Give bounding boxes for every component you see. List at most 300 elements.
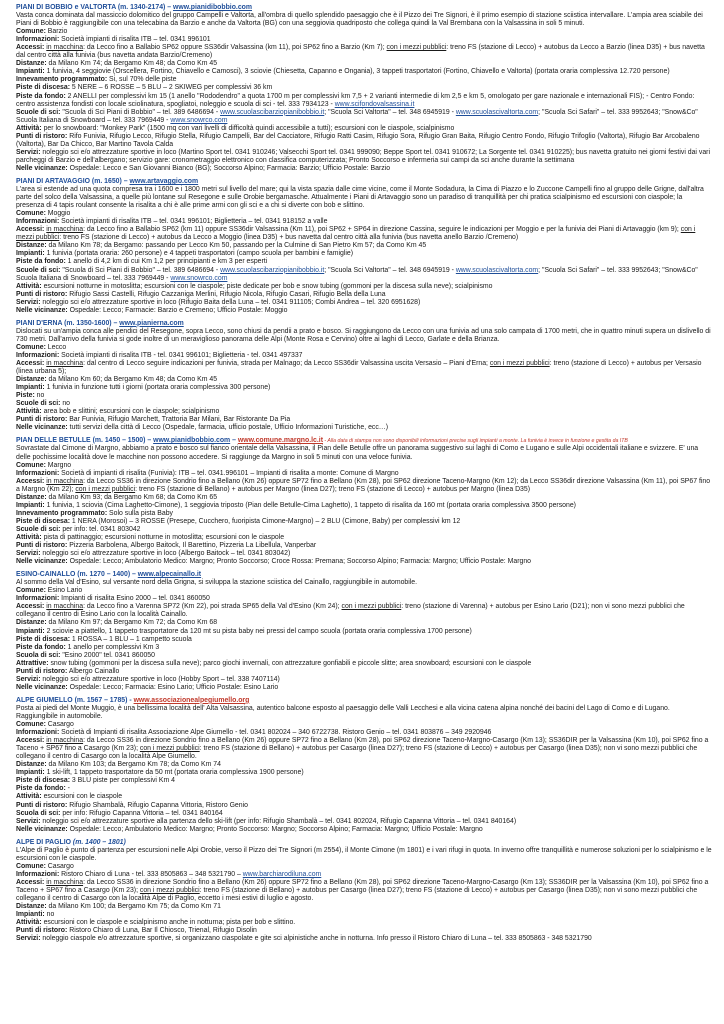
row-informazioni — [16, 729, 712, 737]
row-punti-ristoro — [16, 133, 712, 149]
row-value: : da Lecco fino a Varenna SP72 (Km 22), poi strada SP65 della Val d'Esino (Km 24); — [83, 603, 342, 611]
website-link[interactable]: www.snowrco.com — [170, 116, 228, 124]
row-scuola-sci — [16, 652, 712, 660]
row-label: Impianti: — [16, 769, 45, 777]
row-label: Impianti: — [16, 250, 45, 258]
row-value: Rifugio Sassi Castelli, Rifugio Cazzaniga Merlini, Rifugio Nicola, Rifugio Casari, Rifugio Bella della Luna — [67, 290, 386, 298]
row-value-2: : treno FS (stazione di Lecco) + autobus da Lecco a Moggio (linea D35) + bus navetta dal centro città alla funivia (bus navetta anello Barzio /Cremeno) — [59, 234, 519, 242]
intro-text: L'area si estende ad una quota compresa tra i 1600 e i 1800 metri sul livello del mare; qui la vista spazia dalle cime vicine, come il Monte Sodadura, la Cima di Piazzo e lo Zuccone Campelli fino al gruppo delle Grigne, dall'altra parte del solco della Valsassina, a quelle più lontane sul Resegone e sulle Orobie bergamasche. Attualmente i Piani di Artavaggio sono un paradiso di tranquillità per chi pratica scialpinismo ed escursioni con ciaspole; la presenza di 4 tapis roulant consente la risalita a chi è alle prime armi con gli sci e a chi si diverte con bob e slittino. — [16, 186, 704, 210]
row-label: Impianti: — [16, 627, 45, 635]
row-label: Piste: — [16, 392, 35, 400]
row-label: Piste da fondo: — [16, 92, 66, 100]
row-label: Comune: — [16, 721, 46, 729]
row-value: 1 ROSSA – 1 BLU – 1 campetto scuola — [70, 635, 192, 643]
row-label: Accessi: — [16, 878, 45, 886]
section-alpe-di-paglio — [16, 839, 712, 944]
row-value: escursioni con le ciaspole e scialpinismo anche in notturna; pista per bob e slittino. — [41, 919, 296, 927]
row-value: escursioni con le ciaspole — [41, 793, 123, 801]
row-value: Ospedale: Lecco; Ambulatorio Medico: Margno; Pronto Soccorso; Croce Rossa: Premana; Soccorso Alpino; Farmacia: Margno; Ufficio Postale: Margno — [67, 558, 531, 566]
row-punti-ristoro — [16, 291, 712, 299]
title-text: PIANI DI ARTAVAGGIO — [16, 177, 91, 185]
row-value: Margno — [45, 461, 72, 469]
row-label: Distanze: — [16, 619, 47, 627]
intro-text: L'Alpe di Paglio è punto di partenza per escursioni nelle Alpi Orobie, verso il Pizzo dei Tre Signori (m 2554), il Monte Cimone (m 1801) e i vari rifugi in quota. In inverno offre tranquillità e numerose soluzioni per lo scialpinismo e le escursioni con le ciaspole. — [16, 846, 712, 862]
title-meta: (m. 1650) – — [90, 177, 130, 185]
row-piste-fondo — [16, 258, 712, 266]
row-label: Punti di ristoro: — [16, 927, 68, 935]
row-label: Distanze: — [16, 376, 47, 384]
row-label: Comune: — [16, 862, 46, 870]
row-attivita — [16, 125, 712, 133]
website-link[interactable]: www.scifondovalsassina.it — [334, 100, 415, 108]
row-value: 2 sciovie a piattello, 1 tappeto trasportatore da 120 mt su pista baby nei pressi del campo scuola (portata oraria complessiva 1700 persone) — [44, 627, 472, 635]
row-value: Casargo — [45, 721, 74, 729]
row-label: Informazioni: — [16, 469, 60, 477]
row-innevamento — [16, 510, 712, 518]
website-link-alt[interactable]: www.comune.margno.lc.it — [237, 437, 323, 445]
row-label: Servizi: — [16, 298, 41, 306]
row-value-2: : treno (stazione di Varenna) + autobus per Esino Lario (D21); non vi sono mezzi pubblici che collegano il centro di Esino Lario con la località Cainallo. — [16, 603, 685, 619]
row-label: Informazioni: — [16, 36, 60, 44]
row-label: Scuole di sci: — [16, 108, 61, 116]
row-impianti — [16, 384, 712, 392]
section-piani-d-erna — [16, 320, 712, 433]
row-piste — [16, 392, 712, 400]
row-label: Punti di ristoro: — [16, 290, 68, 298]
section-pian-delle-betulle — [16, 437, 712, 566]
row-value: 5 NERE – 6 ROSSE – 5 BLU – 2 SKIWEG per complessivi 36 km — [70, 84, 273, 92]
row-value: da Milano Km 74; da Bergamo Km 48; da Como Km 45 — [46, 60, 218, 68]
row-label: Nelle vicinanze: — [16, 683, 68, 691]
row-label: Informazioni: — [16, 595, 60, 603]
row-value: pista di pattinaggio; escursioni notturne in motoslitta; escursioni con le ciaspole — [41, 534, 285, 541]
row-value: 1 funivia, 4 seggiovie (Orscellera, Fortino, Chiavello e Camosci), 3 sciovie (Chiesetta, Capanno e Ongania), 3 tappeti trasportatori (Fortino, Chiavello e Valtorta) (portata oraria complessiva 12.720 persone) — [44, 68, 670, 76]
row-label: Impianti: — [16, 911, 45, 919]
row-attivita — [16, 408, 712, 416]
row-label: Scuole di sci: — [16, 400, 61, 408]
website-link[interactable]: www.alpecainallo.it — [137, 571, 202, 579]
row-comune — [16, 721, 712, 729]
row-value: 2 ANELLI per complessivi km 15 (1 anello "Rododendro" a quota 1700 m per complessivi km 7,5 + 2 varianti intermedie di km 2,5 e km 5, omologato per gare nazionale e internazionali FIS); - Centro Fondo: centro assistenza fondisti con locale sciolinatura, spogliatoi, noleggio e scuola di sci - tel. 333 7934123 - — [16, 92, 695, 108]
section-title — [16, 320, 712, 328]
row-value: per lo snowboard: "Monkey Park" (1500 mq con vari livelli di difficoltà quindi accessibile a tutti); escursioni con le ciaspole, scialpinismo — [41, 124, 455, 132]
row-comune — [16, 863, 712, 871]
row-impianti — [16, 628, 712, 636]
row-value: - — [65, 785, 70, 793]
row-piste-fondo — [16, 93, 712, 109]
row-label: Piste di discesa: — [16, 777, 71, 785]
row-label: Informazioni: — [16, 870, 60, 878]
row-label: Innevamento programmato: — [16, 509, 108, 517]
row-piste-discesa — [16, 777, 712, 785]
row-label: Comune: — [16, 28, 46, 36]
row-innevamento — [16, 76, 712, 84]
row-label: Comune: — [16, 587, 46, 595]
row-label: Servizi: — [16, 675, 41, 683]
row-scuole-sci — [16, 109, 712, 125]
row-label: Distanze: — [16, 761, 47, 769]
row-servizi — [16, 299, 712, 307]
row-value: Impianti di risalita Esino 2000 – tel. 0341 860050 — [59, 595, 210, 603]
row-value: tutti servizi della città di Lecco (Ospedale, farmacia, ufficio postale, Ufficio Informazioni Turistiche, ecc…) — [67, 424, 388, 432]
row-distanze — [16, 903, 712, 911]
row-attivita — [16, 283, 712, 291]
title-meta: (m. 1270 – 1400) – — [75, 571, 138, 579]
row-value: Lecco — [45, 343, 67, 351]
row-value: : da Lecco SS36 in direzione Sondrio fino a Bellano (Km 26) oppure SP72 fino a Bellano (Km 28), poi SP62 direzione Taceno-Margno-Casargo (Km 13); SS36DIR per la Valsassina (Km 10), poi SP62 fino a Taceno + SP67 fino a Casargo (Km 23); — [16, 737, 709, 753]
row-label: Nelle vicinanze: — [16, 306, 68, 314]
row-value: per info: Rifugio Capanna Vittoria – tel. 0341 840164 — [60, 809, 223, 817]
row-value-3: ; "Scuola Sci Safari" – tel. 333 9952643; "Snow&Co" Scuola Italiana di Snowboard – tel. 333 7969449 - — [16, 266, 698, 282]
row-label: Informazioni: — [16, 218, 60, 226]
intro-text: Dislocati su un'ampia conca alle pendici del Resegone, sopra Lecco, sono chiusi da pendii a prato e bosco. Si raggiungono da Lecco con una funivia ad una solo campata di 1700 metri, che in quattro minuti supera un dislivello di 730 metri. Dall'arrivo della funivia si gode inoltre di un meraviglioso panorama delle Alpi (Monte Rosa e Cervino) oltre ai laghi di Lecco, Garlate e della Brianza. — [16, 327, 711, 343]
row-value-2: : treno (stazione di Lecco) + autobus per Versasio (linea urbana 5); — [16, 360, 702, 376]
row-value-2: : treno FS (stazione di Lecco) + autobus da Lecco a Barzio (linea D35) + bus navetta dal centro città alla funivia (bus navetta andata Barzio/Cremeno) — [16, 44, 705, 60]
row-value: Società di Impianti di risalita Associazione Alpe Giumello - tel. 0341 802024 – 340 6722738. Ristoro Genio – tel. 0341 803876 – 349 2920946 — [59, 729, 492, 737]
row-piste-discesa — [16, 518, 712, 526]
row-label: Distanze: — [16, 242, 47, 250]
row-label: Attività: — [16, 534, 42, 541]
row-piste-fondo — [16, 644, 712, 652]
row-punti-ristoro — [16, 542, 712, 550]
row-value: Rifugio Shambalà, Rifugio Capanna Vittoria, Ristoro Genio — [67, 801, 248, 809]
row-label: Accessi: — [16, 737, 45, 745]
row-value: per info: tel. 0341 803042 — [60, 525, 141, 533]
intro-text: Sovrastate dal Cimone di Margno, abbiamo a prato e bosco sul fianco orientale della Valsassina, il Pian delle Betulle offre un panorama suggestivo sui laghi di Como e Lugano e sulle Alpi occidentali italiane e svizzere. E' una delle pochissime località dove le macchine non possono accedere. Si raggiunge da Margno in soli 5 minuti con una veloce funivia. — [16, 445, 699, 461]
row-label: Piste da fondo: — [16, 785, 66, 793]
row-value: Si, sul 70% delle piste — [107, 76, 177, 84]
access-public-label: con i mezzi pubblici — [16, 226, 696, 242]
row-value: escursioni notturne in motoslitta; escursioni con le ciaspole; piste dedicate per bob e snow tubing (gommoni per la discesa sulla neve); scialpinismo — [41, 282, 493, 290]
row-value: 3 BLU piste per complessivi Km 4 — [70, 777, 175, 785]
row-accessi — [16, 737, 712, 761]
row-label: Distanze: — [16, 493, 47, 501]
access-car-label: in macchina — [46, 737, 84, 745]
row-label: Scuola di sci: — [16, 809, 61, 817]
row-impianti — [16, 769, 712, 777]
row-label: Punti di ristoro: — [16, 667, 68, 675]
section-esino-cainallo — [16, 571, 712, 692]
row-label: Nelle vicinanze: — [16, 558, 68, 566]
row-label: Distanze: — [16, 903, 47, 911]
row-value: Esino Lario — [45, 587, 83, 595]
row-accessi — [16, 44, 712, 60]
row-informazioni — [16, 470, 712, 478]
row-label: Accessi: — [16, 226, 45, 234]
row-punti-ristoro — [16, 416, 712, 424]
row-value: noleggio sci e/o attrezzature sportive in loco (Hobby Sport – tel. 338 7407114) — [40, 675, 280, 683]
section-title — [16, 437, 712, 445]
title-meta: (m. 1400 – 1801) — [71, 838, 126, 846]
website-link[interactable]: www.pianierna.com — [119, 319, 184, 327]
row-value: da Milano Km 93; da Bergamo Km 68; da Como Km 65 — [46, 493, 218, 501]
row-value: Ospedale: Lecco; Ambulatorio Medico: Margno; Pronto Soccorso: Margno; Soccorso Alpino; Farmacia: Margno; Ufficio Postale: Margno — [67, 825, 483, 833]
row-value: Ristoro Chiaro di Luna, Bar Il Chiosco, Trienal, Rifugio Disolin — [67, 927, 257, 935]
title-text: PIANI D'ERNA — [16, 319, 63, 327]
row-comune — [16, 210, 712, 218]
row-accessi — [16, 360, 712, 376]
row-label: Punti di ristoro: — [16, 416, 68, 424]
row-label: Piste di discesa: — [16, 517, 71, 525]
row-label: Impianti: — [16, 384, 45, 392]
row-impianti — [16, 68, 712, 76]
row-value: 1 funivia, 1 sciovia (Cima Laghetto-Cimone), 1 seggiovia triposto (Pian delle Betulle-Cima Laghetto), 1 tappeto di risalita da 160 mt (portata oraria complessiva 3500 persone) — [44, 501, 576, 509]
row-value: area bob e slittini; escursioni con le ciaspole; scialpinismo — [41, 408, 220, 416]
row-value: noleggio sci e/o attrezzature sportive in loco (Martino Sport tel. 0341 910246; Valsecchi Sport tel. 0341 999090; Beppe Sport tel. 0341 910672; La Sorgente tel. 0341 910225); bus navetta gratuito nei giorni festivi dai vari parcheggi di Barzio e dell'albergano; servizio gare: cronometraggio elettronico con classifica computerizzata; Pronto Soccorso e infermeria sui campi da sci anche durante la settimana — [16, 148, 710, 164]
row-label: Piste da fondo: — [16, 258, 66, 266]
title-text: PIAN DELLE BETULLE — [16, 437, 91, 445]
row-value-2: : treno FS (stazione di Bellano) + autobus per Margno (linea D27); treno FS (stazione di Lecco) + autobus per Margno (linea D35) — [135, 485, 530, 493]
row-label: Comune: — [16, 343, 46, 351]
row-value: 1 funivia (portata oraria: 260 persone) e 4 tappeti trasportatori (campo scuola per bambini e famiglie) — [44, 250, 354, 258]
access-car-label: in macchina — [46, 360, 84, 368]
title-text: PIANI DI BOBBIO e VALTORTA — [16, 4, 116, 11]
row-value: Bar Funivia, Rifugio Marchett, Trattoria Bar Milani, Bar Ristorante Da Pia — [67, 416, 291, 424]
access-car-label: in macchina — [46, 878, 84, 886]
row-vicinanze — [16, 307, 712, 315]
row-distanze — [16, 619, 712, 627]
row-value: Società di impianti di risalita (Funivia): ITB – tel. 0341.996101 – Impianti di risalita a monte: Comune di Margno — [59, 469, 399, 477]
row-piste-fondo — [16, 785, 712, 793]
section-piani-di-artavaggio — [16, 178, 712, 315]
title-separator: – — [230, 437, 238, 445]
row-value: da Milano Km 78; da Bergamo: passando per Lecco Km 50, passando per la Culmine di San Pietro Km 57; da Como Km 45 — [46, 242, 427, 250]
access-public-label: con i mezzi pubblici — [139, 886, 200, 894]
row-impianti — [16, 911, 712, 919]
row-accessi — [16, 603, 712, 619]
row-scuole-sci — [16, 526, 712, 534]
row-value: : dal centro di Lecco seguire indicazioni per funivia, strada per Malnago; da Lecco SS36dir Valsassina uscita Versasio – Piani d'Erna; — [83, 360, 490, 368]
row-piste-discesa — [16, 84, 712, 92]
row-label: Informazioni: — [16, 351, 60, 359]
row-label: Comune: — [16, 210, 46, 218]
row-servizi — [16, 676, 712, 684]
row-informazioni — [16, 352, 712, 360]
row-label: Informazioni: — [16, 729, 60, 737]
website-link[interactable]: www.barchiarodiluna.com — [242, 870, 322, 878]
intro-text: Al sommo della Val d'Esino, sul versante nord della Grigna, si sviluppa la stazione sciistica del Cainallo, raggiungibile in automobile. — [16, 579, 418, 587]
access-public-label: con i mezzi pubblici — [489, 360, 550, 368]
row-distanze — [16, 242, 712, 250]
website-link[interactable]: www.snowrco.com — [170, 274, 228, 282]
row-attivita — [16, 919, 712, 927]
row-value-2: : treno FS (stazione di Bellano) + autobus per Casargo (linea D27); treno FS (stazione di Lecco) + autobus per Casargo (linea D35); non vi sono mezzi pubblici che collegano il centro di Casargo con la località Alpe di Paglio, eccetto i mesi estivi di luglio e agosto. — [16, 886, 698, 903]
row-value: "Scuola di Sci Piani di Bobbio" – tel. 389 6486694 - — [60, 108, 221, 116]
row-value: Società impianti di risalita ITB - tel. 0341 996101; Biglietteria - tel. 0341 497337 — [59, 351, 303, 359]
website-link[interactable]: www.scuolascibarziopianibobbio.it — [220, 266, 325, 274]
row-distanze — [16, 60, 712, 68]
row-punti-ristoro — [16, 927, 712, 935]
row-value: da Milano Km 60; da Bergamo Km 48; da Como Km 45 — [46, 376, 218, 384]
row-accessi — [16, 478, 712, 494]
row-label: Piste di discesa: — [16, 84, 71, 92]
row-value: : da Lecco SS36 in direzione Sondrio fino a Bellano (Km 26) oppure SP72 fino a Bellano (Km 28), poi SP62 direzione Taceno-Margno (Km 12); da Lecco SS36dir direzione Valsassina (Km 11), poi SP67 fino a Margno (Km 22); — [16, 477, 711, 493]
row-label: Accessi: — [16, 603, 45, 611]
row-label: Nelle vicinanze: — [16, 164, 68, 172]
row-attrattive — [16, 660, 712, 668]
row-value: da Milano Km 97; da Bergamo Km 72; da Como Km 68 — [46, 619, 218, 627]
title-text: ESINO-CAINALLO — [16, 571, 76, 579]
row-impianti — [16, 250, 712, 258]
access-public-label: con i mezzi pubblici — [139, 745, 200, 753]
row-attivita — [16, 534, 712, 542]
row-label: Nelle vicinanze: — [16, 825, 68, 833]
row-label: Servizi: — [16, 550, 41, 558]
access-car-label: in macchina — [46, 477, 84, 485]
row-punti-ristoro — [16, 802, 712, 810]
row-label: Innevamento programmato: — [16, 76, 108, 84]
row-comune — [16, 462, 712, 470]
row-label: Comune: — [16, 461, 46, 469]
row-informazioni — [16, 595, 712, 603]
row-value: Moggio — [45, 210, 71, 218]
row-value: Ospedale: Lecco; Farmacia: Esino Lario; Ufficio Postale: Esino Lario — [67, 683, 279, 691]
row-value: Ospedale: Lecco e San Giovanni Bianco (BG); Soccorso Alpino; Farmacia: Barzio; Ufficio Postale: Barzio — [67, 164, 391, 172]
row-value: snow tubing (gommoni per la discesa sulla neve); parco giochi invernali, con attrezzature gonfiabili e piccole slitte; area snowboard; escursioni con le ciaspole — [48, 659, 532, 667]
row-value: "Scuola di Sci Piani di Bobbio" – tel. 389 6486694 - — [60, 266, 221, 274]
row-value: noleggio sci e/o attrezzature sportive in loco (Rifugio Baita della Luna – tel. 0341 911105; Combi Andrea – tel. 320 6951628) — [40, 298, 421, 306]
row-accessi — [16, 226, 712, 242]
access-car-label: in macchina — [46, 226, 84, 234]
access-car-label: in macchina — [46, 603, 84, 611]
row-value: noleggio ciaspole e/o attrezzature sportive, si organizzano ciaspolate e gite sci alpinistiche anche in notturna. Info presso il Ristoro Chiaro di Luna – tel. 333 8505863 - 348 5321790 — [40, 935, 592, 943]
section-title — [16, 4, 712, 12]
row-vicinanze — [16, 684, 712, 692]
row-informazioni — [16, 218, 712, 226]
title-text: ALPE GIUMELLO — [16, 696, 73, 704]
row-label: Punti di ristoro: — [16, 132, 68, 140]
row-value: Solo sulla pista Baby — [107, 509, 174, 517]
row-value: Albergo Cainallo — [67, 667, 120, 675]
row-value: Società impianti di risalita ITB – tel. 0341 996101; Biglietteria – tel. 0341 918152 a valle — [59, 218, 328, 226]
row-value: : da Lecco SS36 in direzione Sondrio fino a Bellano (Km 26) oppure SP72 fino a Bellano (Km 28), poi SP62 direzione Taceno-Margno-Casargo (Km 13); SS36DIR per la Valsassina (Km 10), poi SP62 fino a Taceno + SP67 fino a Casargo (Km 23); — [16, 878, 709, 894]
row-scuole-sci — [16, 400, 712, 408]
row-label: Piste da fondo: — [16, 643, 66, 651]
row-value: 1 ski-lift, 1 tappeto trasportatore da 50 mt (portata oraria complessiva 1900 persone) — [44, 769, 304, 777]
row-value: da Milano Km 103; da Bergamo Km 78; da Como Km 74 — [46, 761, 221, 769]
row-value: 1 anello per complessivi Km 3 — [65, 643, 160, 651]
website-link[interactable]: www.pianidbobbio.com — [153, 437, 231, 445]
row-label: Servizi: — [16, 148, 41, 156]
row-label: Impianti: — [16, 501, 45, 509]
row-informazioni — [16, 871, 712, 879]
row-comune — [16, 344, 712, 352]
row-vicinanze — [16, 826, 712, 834]
row-servizi — [16, 818, 712, 826]
row-label: Scuola di sci: — [16, 651, 61, 659]
row-attivita — [16, 793, 712, 801]
row-scuola-sci — [16, 810, 712, 818]
row-value: : da Lecco fino a Ballabio SP62 oppure SS36dir Valsassina (km 11), poi SP62 fino a Barzio (Km 7); — [83, 44, 387, 52]
row-label: Servizi: — [16, 935, 41, 943]
row-distanze — [16, 494, 712, 502]
row-distanze — [16, 761, 712, 769]
row-label: Punti di ristoro: — [16, 542, 68, 550]
row-value: no — [34, 392, 45, 400]
row-value: no — [60, 400, 71, 408]
row-servizi — [16, 935, 712, 943]
website-link[interactable]: www.pianidibobbio.com — [173, 4, 252, 11]
row-value: noleggio sci e/o attrezzature sportive alla partenza dello ski-lift (per info: Rifugio Shambalà – tel. 0341 802024, Rifugio Capanna Vittoria – tel. 0341 840164) — [40, 817, 517, 825]
row-vicinanze — [16, 558, 712, 566]
row-label: Scuole di sci: — [16, 525, 61, 533]
access-public-label: con i mezzi pubblici — [75, 485, 136, 493]
section-piani-di-bobbio — [16, 4, 712, 173]
row-label: Attività: — [16, 282, 42, 290]
row-label: Accessi: — [16, 477, 45, 485]
title-text: ALPE DI PAGLIO — [16, 838, 71, 846]
section-title — [16, 697, 712, 705]
row-label: Servizi: — [16, 817, 41, 825]
title-meta: (m. 1350-1600) – — [62, 319, 120, 327]
website-link[interactable]: www.artavaggio.com — [129, 177, 199, 185]
row-value: Società impianti di risalita ITB – tel. 0341 996101 — [59, 36, 211, 44]
row-value-2: : treno FS (stazione di Bellano) + autobus per Casargo (linea D27); treno FS (stazione di Lecco) + autobus per Casargo (linea D35); non vi sono mezzi pubblici che collegano il centro di Casargo con la località Alpe Giumello. — [16, 745, 698, 761]
row-value: Barzio — [45, 28, 68, 36]
row-servizi — [16, 550, 712, 558]
row-value: noleggio sci e/o attrezzature sportive in loco (Albergo Baitock – tel. 0341 803042) — [40, 550, 291, 558]
row-impianti — [16, 502, 712, 510]
row-punti-ristoro — [16, 668, 712, 676]
row-value: Rifo Funivia, Rifugio Lecco, Rifugio Stella, Rifugio Campelli, Bar del Cacciatore, Rifugio Ratti Casim, Rifugio Sora, Rifugio Gran Baita, Rifugio Centro Fondo, Rifugio Trifoglio (Valtorta), Rifugio Bar Arcobaleno (Valtorta), Bar Da Chicco, Bar Martino Tavola Calda — [16, 132, 700, 148]
row-comune — [16, 587, 712, 595]
row-vicinanze — [16, 165, 712, 173]
website-link[interactable]: www.scuolascivaltorta.com — [455, 108, 539, 116]
row-label: Impianti: — [16, 68, 45, 76]
row-value: 1 funivia in funzione tutti i giorni (portata oraria complessiva 300 persone) — [44, 384, 271, 392]
section-title — [16, 839, 712, 847]
row-piste-discesa — [16, 636, 712, 644]
row-label: Attività: — [16, 793, 42, 801]
title-meta: (m. 1450 – 1500) – — [90, 437, 154, 445]
intro-text: Vasta conca dominata dal massiccio dolomitico del gruppo Campelli e Valtorta, all'ombra di quello splendido paesaggio che è il Pizzo dei Tre Signori, è il primo esempio di stazione sciistica intervallare. L'ampia area sciabile dei Piani di Bobbio è raggiungibile con una telecabina da Barzio e anche da Valtorta (BG) con una seggiovia quadriposto che collega quindi la Val Brembana con la Valsassina in soli 5 minuti. — [16, 12, 703, 28]
row-label: Attività: — [16, 919, 42, 927]
website-link[interactable]: www.scuolascibarziopianibobbio.it — [220, 108, 325, 116]
row-value-2: ; "Scuola Sci Valtorta" – tel. 348 6945919 - — [324, 108, 456, 116]
intro-text: Posta ai piedi del Monte Muggio, è una bellissima località dell' Alta Valsassina, autentico balcone esposto al paesaggio delle Valli Lecchesi e alla vicina catena alpina nonché dei bacini del Lago di Como e di Lugano. Raggiungibile in automobile. — [16, 704, 670, 720]
website-link[interactable]: www.associazionealpegiumello.org — [133, 696, 250, 704]
row-value: 1 NERA (Morosoi) – 3 ROSSE (Presepe, Cucchero, fuoripista Cimone-Margno) – 2 BLU (Cimone, Baby) per complessivi km 12 — [70, 517, 461, 525]
access-public-label: con i mezzi pubblici — [341, 603, 402, 611]
row-vicinanze — [16, 424, 712, 432]
row-label: Piste di discesa: — [16, 635, 71, 643]
row-value: Casargo — [45, 862, 74, 870]
row-label: Accessi: — [16, 44, 45, 52]
section-alpe-giumello — [16, 697, 712, 834]
row-value: : da Lecco fino a Ballabio SP62 (km 11) oppure SS36dir Valsassina (Km 11), poi SP62 + SP64 in direzione Cassina, seguire le indicazioni per Moggio e per la funivia dei Piani di Artavaggio (km 9); — [83, 226, 681, 234]
row-label: Attività: — [16, 124, 42, 132]
row-label: Scuole di sci: — [16, 266, 61, 274]
title-meta: (m. 1340-2174) – — [117, 4, 174, 11]
row-scuole-sci — [16, 267, 712, 283]
row-value: Ristoro Chiaro di Luna - tel. 333 8505863 – 348 5321790 – — [59, 870, 243, 878]
row-distanze — [16, 376, 712, 384]
section-title — [16, 178, 712, 186]
row-comune — [16, 28, 712, 36]
row-label: Punti di ristoro: — [16, 801, 68, 809]
row-value-2: ; "Scuola Sci Valtorta" – tel. 348 6945919 - — [324, 266, 456, 274]
row-label: Attività: — [16, 408, 42, 416]
website-link[interactable]: www.scuolascivaltorta.com — [455, 266, 539, 274]
row-label: Accessi: — [16, 360, 45, 368]
row-value: no — [44, 911, 55, 919]
access-car-label: in macchina — [46, 44, 84, 52]
section-title — [16, 571, 712, 579]
row-accessi — [16, 879, 712, 903]
row-value: Ospedale: Lecco; Farmacie: Barzio e Cremeno; Ufficio Postale: Moggio — [67, 306, 288, 314]
row-servizi — [16, 149, 712, 165]
row-value-3: ; "Scuola Sci Safari" – tel. 333 9952643; "Snow&Co" Scuola Italiana di Snowboard – tel. 333 7969449 - — [16, 108, 698, 124]
